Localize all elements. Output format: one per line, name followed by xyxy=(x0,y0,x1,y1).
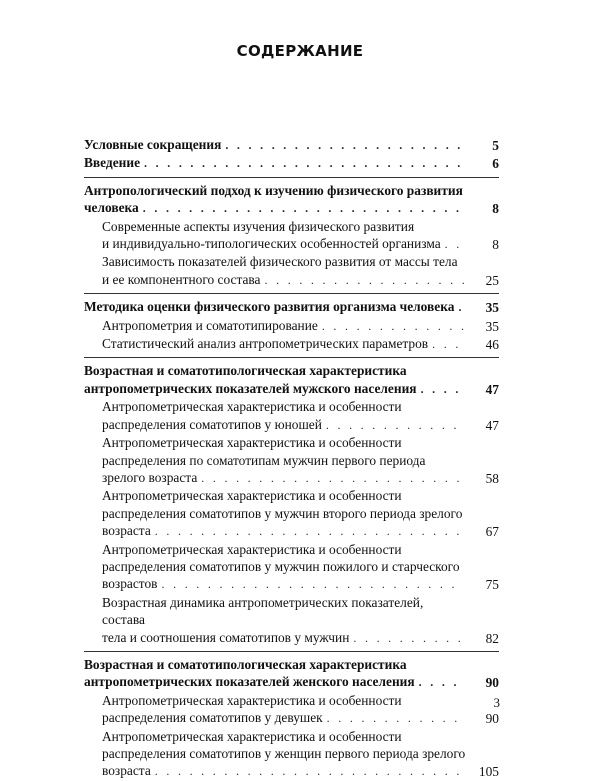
toc-page-number: 90 xyxy=(485,711,499,727)
toc-entry-text: распределения по соматотипам мужчин первого периода xyxy=(102,452,426,468)
toc-chapter-entry[interactable] xyxy=(84,136,499,154)
dot-leader xyxy=(155,523,464,540)
dot-leader xyxy=(225,137,464,154)
toc-page-number: 67 xyxy=(485,524,499,540)
section-divider xyxy=(84,293,499,294)
toc-entry-text: распределения соматотипов у мужчин пожилого и старческого xyxy=(102,558,460,574)
dot-leader xyxy=(155,763,464,780)
table-of-contents xyxy=(84,136,499,781)
toc-entry-text: и ее компонентного состава xyxy=(102,271,261,287)
toc-entry-text: возраста xyxy=(102,523,151,539)
dot-leader xyxy=(445,236,464,253)
toc-page-number: 35 xyxy=(485,318,499,334)
toc-chapter-entry[interactable] xyxy=(84,182,499,218)
toc-entry-text: Антропометрическая характеристика и особенности xyxy=(102,435,402,451)
toc-page-number: 47 xyxy=(485,417,499,433)
toc-entry-text: Введение xyxy=(84,155,141,171)
dot-leader xyxy=(201,470,464,487)
toc-entry-text: Возрастная и соматотипологическая характеристика xyxy=(84,656,407,672)
dot-leader xyxy=(458,299,464,316)
toc-page-number: 58 xyxy=(485,470,499,486)
toc-page-number: 90 xyxy=(485,675,499,691)
toc-page-number: 46 xyxy=(485,337,499,353)
toc-entry-text: Антропометрия и соматотипирование xyxy=(102,317,318,333)
toc-section-entry[interactable] xyxy=(84,728,499,781)
toc-page-number: 25 xyxy=(485,272,499,288)
toc-entry-text: антропометрических показателей женского населения xyxy=(84,674,415,690)
toc-entry-text: Антропометрическая характеристика и особенности xyxy=(102,728,402,744)
toc-page-number: 47 xyxy=(485,381,499,397)
toc-entry-text: распределения соматотипов у женщин первого периода зрелого xyxy=(102,746,466,761)
dot-leader xyxy=(265,272,464,289)
toc-entry-text: зрелого возраста xyxy=(102,469,198,485)
toc-entry-text: распределения соматотипов у юношей xyxy=(102,416,322,432)
toc-entry-text: Антропометрическая характеристика и особенности xyxy=(102,488,402,504)
dot-leader xyxy=(421,381,464,398)
toc-chapter-entry[interactable] xyxy=(84,362,499,398)
toc-chapter-entry[interactable] xyxy=(84,298,499,316)
toc-section-entry[interactable] xyxy=(84,541,499,594)
toc-entry-text: Условные сокращения xyxy=(84,137,222,152)
dot-leader xyxy=(432,336,464,353)
dot-leader xyxy=(419,674,464,691)
toc-section-entry[interactable] xyxy=(84,692,499,728)
dot-leader xyxy=(353,630,464,647)
toc-section-entry[interactable] xyxy=(84,218,499,254)
toc-section-entry[interactable] xyxy=(84,317,499,335)
toc-page-number: 82 xyxy=(485,630,499,646)
dot-leader xyxy=(327,710,464,727)
toc-entry-text: Современные аспекты изучения физического развития xyxy=(102,218,415,234)
dot-leader xyxy=(322,318,464,335)
dot-leader xyxy=(326,417,464,434)
toc-chapter-entry[interactable] xyxy=(84,656,499,692)
toc-entry-text: Антропометрическая характеристика и особенности xyxy=(102,541,402,557)
toc-entry-text: распределения соматотипов у мужчин второго периода зрелого xyxy=(102,505,463,521)
toc-entry-text: Возрастная и соматотипологическая характеристика xyxy=(84,363,407,379)
toc-entry-text: Антропометрическая характеристика и особенности xyxy=(102,399,402,415)
toc-entry-text: возраста xyxy=(102,763,151,779)
toc-entry-text: Возрастная динамика антропометрических показателей, состава xyxy=(102,594,424,628)
toc-entry-text: Антропометрическая характеристика и особенности xyxy=(102,692,402,708)
page-number: 3 xyxy=(493,695,500,710)
toc-entry-text: возрастов xyxy=(102,576,158,592)
toc-section-entry[interactable] xyxy=(84,253,499,289)
toc-section-entry[interactable] xyxy=(84,398,499,434)
toc-entry-text: распределения соматотипов у девушек xyxy=(102,710,323,726)
toc-page-number: 6 xyxy=(492,156,499,172)
toc-entry-text: Зависимость показателей физического развития от массы тела xyxy=(102,254,458,270)
toc-entry-text: и индивидуально-типологических особенностей организма xyxy=(102,236,441,252)
dot-leader xyxy=(144,155,464,172)
toc-entry-text: Методика оценки физического развития организма человека xyxy=(84,299,455,315)
toc-entry-text: Статистический анализ антропометрических параметров xyxy=(102,336,429,352)
page-title: СОДЕРЖАНИЕ xyxy=(236,42,364,60)
section-divider xyxy=(84,357,499,358)
toc-section-entry[interactable] xyxy=(84,335,499,353)
toc-page-number: 8 xyxy=(492,237,499,253)
toc-entry-text: антропометрических показателей мужского населения xyxy=(84,380,417,396)
toc-entry-text: человека xyxy=(84,200,139,216)
toc-page-number: 75 xyxy=(485,577,499,593)
section-divider xyxy=(84,651,499,652)
toc-section-entry[interactable] xyxy=(84,434,499,487)
toc-chapter-entry[interactable] xyxy=(84,154,499,172)
toc-entry-text: тела и соотношения соматотипов у мужчин xyxy=(102,629,350,645)
toc-page-number: 5 xyxy=(492,138,499,153)
toc-page-number: 8 xyxy=(492,201,499,217)
section-divider xyxy=(84,177,499,178)
toc-entry-text: Антропологический подход к изучению физического развития xyxy=(84,182,463,198)
dot-leader xyxy=(162,576,465,593)
dot-leader xyxy=(143,200,464,217)
toc-page-number: 105 xyxy=(478,764,499,780)
toc-page-number: 35 xyxy=(485,300,499,316)
toc-section-entry[interactable] xyxy=(84,594,499,647)
toc-section-entry[interactable] xyxy=(84,487,499,540)
